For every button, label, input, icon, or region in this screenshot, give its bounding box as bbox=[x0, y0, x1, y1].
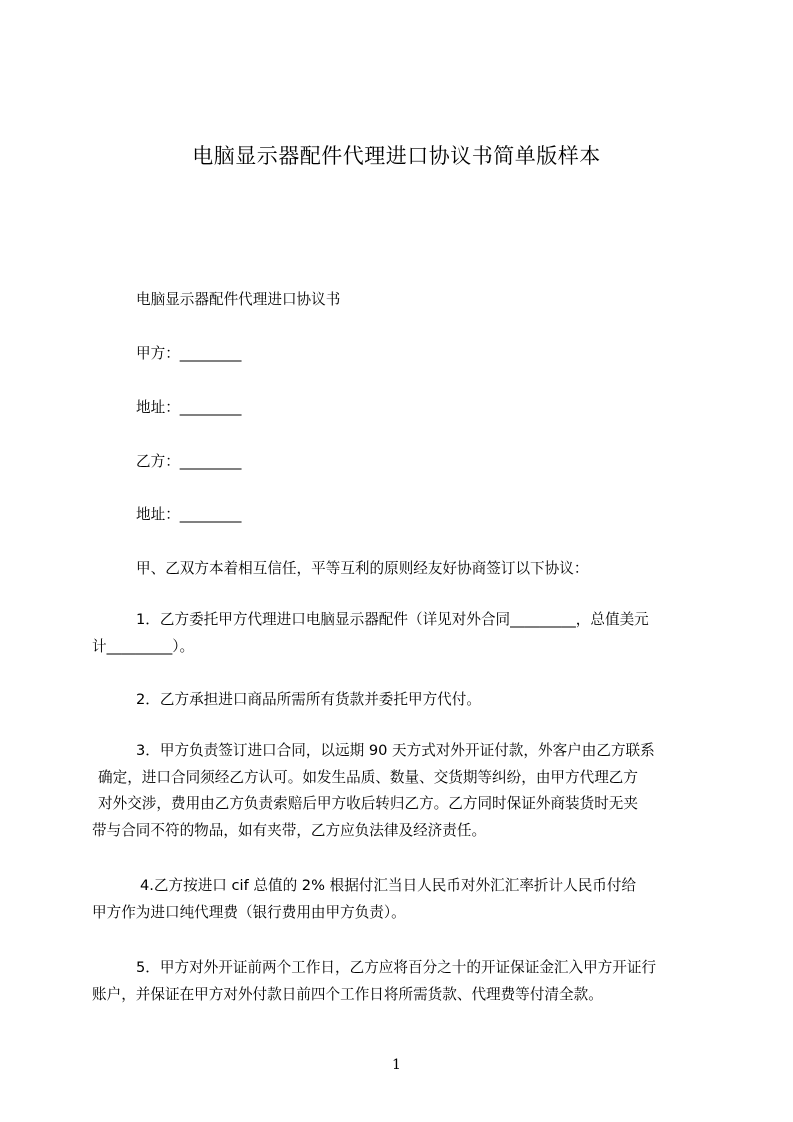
clause-3-line-1: 3．甲方负责签订进口合同，以远期 90 天方式对外开证付款，外客户由乙方联系 bbox=[136, 742, 655, 759]
clause-3-line-3: 对外交涉，费用由乙方负责索赔后甲方收后转归乙方。乙方同时保证外商装货时无夹 bbox=[98, 795, 638, 812]
party-b-line bbox=[92, 449, 756, 476]
address-a-line bbox=[92, 395, 756, 422]
clause-3 bbox=[92, 738, 712, 844]
address-b-line bbox=[92, 502, 756, 529]
intro-paragraph: 甲、乙双方本着相互信任，平等互利的原则经友好协商签订以下协议： bbox=[136, 560, 589, 577]
clause-3-line-2: 确定，进口合同须经乙方认可。如发生品质、数量、交货期等纠纷，由甲方代理乙方 bbox=[98, 768, 638, 786]
clause-1 bbox=[92, 607, 712, 660]
clause-3-line-4: 带与合同不符的物品，如有夹带，乙方应负法律及经济责任。 bbox=[92, 821, 487, 839]
clause-4 bbox=[92, 873, 712, 926]
clause-1-line-1: 1．乙方委托甲方代理进口电脑显示器配件（详见对外合同_________，总值美元 bbox=[136, 611, 649, 628]
party-b-blank: _________ bbox=[179, 453, 241, 470]
party-b-label: 乙方： bbox=[136, 453, 180, 470]
clause-4-line-2: 甲方作为进口纯代理费（银行费用由甲方负责）。 bbox=[92, 903, 406, 921]
page-number: 1 bbox=[392, 1057, 401, 1073]
address-a-label: 地址： bbox=[136, 399, 180, 416]
clause-1-line-2: 计_________）。 bbox=[92, 637, 195, 655]
party-a-label: 甲方： bbox=[136, 345, 180, 362]
document-title: 电脑显示器配件代理进口协议书简单版样本 bbox=[192, 144, 601, 168]
address-b-blank: _________ bbox=[179, 506, 241, 523]
clause-4-line-1: 4.乙方按进口 cif 总值的 2% 根据付汇当日人民币对外汇汇率折计人民币付给 bbox=[140, 877, 637, 894]
clause-5 bbox=[92, 955, 712, 1008]
address-a-blank: _________ bbox=[179, 399, 241, 416]
clause-5-line-2: 账户，并保证在甲方对外付款日前四个工作日将所需货款、代理费等付清全款。 bbox=[92, 985, 603, 1003]
address-b-label: 地址： bbox=[136, 506, 180, 523]
clause-5-line-1: 5．甲方对外开证前两个工作日，乙方应将百分之十的开证保证金汇入甲方开证行 bbox=[136, 959, 657, 976]
clause-2: 2．乙方承担进口商品所需所有货款并委托甲方代付。 bbox=[136, 691, 481, 708]
party-a-line bbox=[92, 341, 756, 368]
agreement-subtitle: 电脑显示器配件代理进口协议书 bbox=[136, 291, 341, 308]
party-a-blank: _________ bbox=[179, 345, 241, 362]
